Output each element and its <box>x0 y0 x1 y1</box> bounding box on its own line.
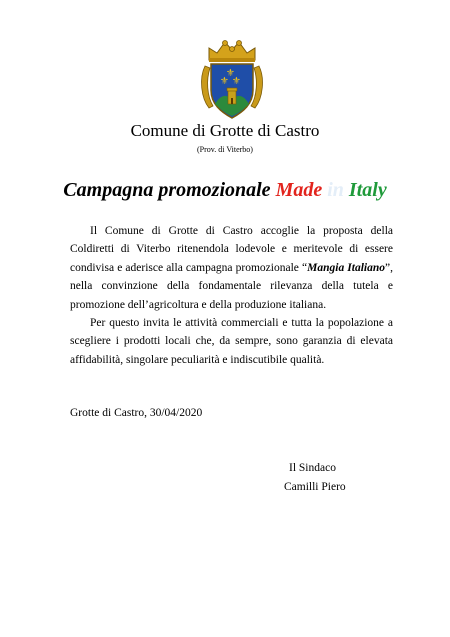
page-subtitle: (Prov. di Viterbo) <box>197 145 253 154</box>
coat-of-arms-icon <box>197 38 267 120</box>
paragraph-1-part-1: Il Comune di Grotte di Castro accoglie la proposta della Coldiretti di Viterbo ritenendola lodevole e meritevole di essere condivisa e aderisce alla campagna promozionale “ <box>70 225 393 274</box>
campaign-made: Made <box>275 179 323 201</box>
signer-name: Camilli Piero <box>284 481 346 493</box>
campaign-italy: Italy <box>348 179 387 201</box>
signer-title: Il Sindaco <box>289 462 336 474</box>
page-title: Comune di Grotte di Castro <box>130 121 320 140</box>
paragraph-1-part-2: ”, nella convinzione della fondamentale rilevanza della tutela e promozione dell’agricoltura e della produzione italiana. <box>70 261 394 311</box>
svg-text:⚜: ⚜ <box>226 68 235 79</box>
campaign-heading <box>0 178 450 202</box>
paragraph-1 <box>70 222 393 314</box>
paragraph-2: Per questo invita le attività commerciali e tutta la popolazione a scegliere i prodotti locali che, da sempre, sono garanzia di elevata affidabilità, singolare peculiarità e indiscutibile qualità. <box>70 317 393 366</box>
campaign-name-emphasis: Mangia Italiano <box>307 261 386 274</box>
campaign-prefix: Campagna promozionale <box>63 179 271 201</box>
svg-text:⚜: ⚜ <box>220 76 229 87</box>
campaign-in: in <box>327 179 344 201</box>
letter-body <box>70 222 393 369</box>
svg-text:⚜: ⚜ <box>232 76 241 87</box>
place-date: Grotte di Castro, 30/04/2020 <box>70 407 203 419</box>
